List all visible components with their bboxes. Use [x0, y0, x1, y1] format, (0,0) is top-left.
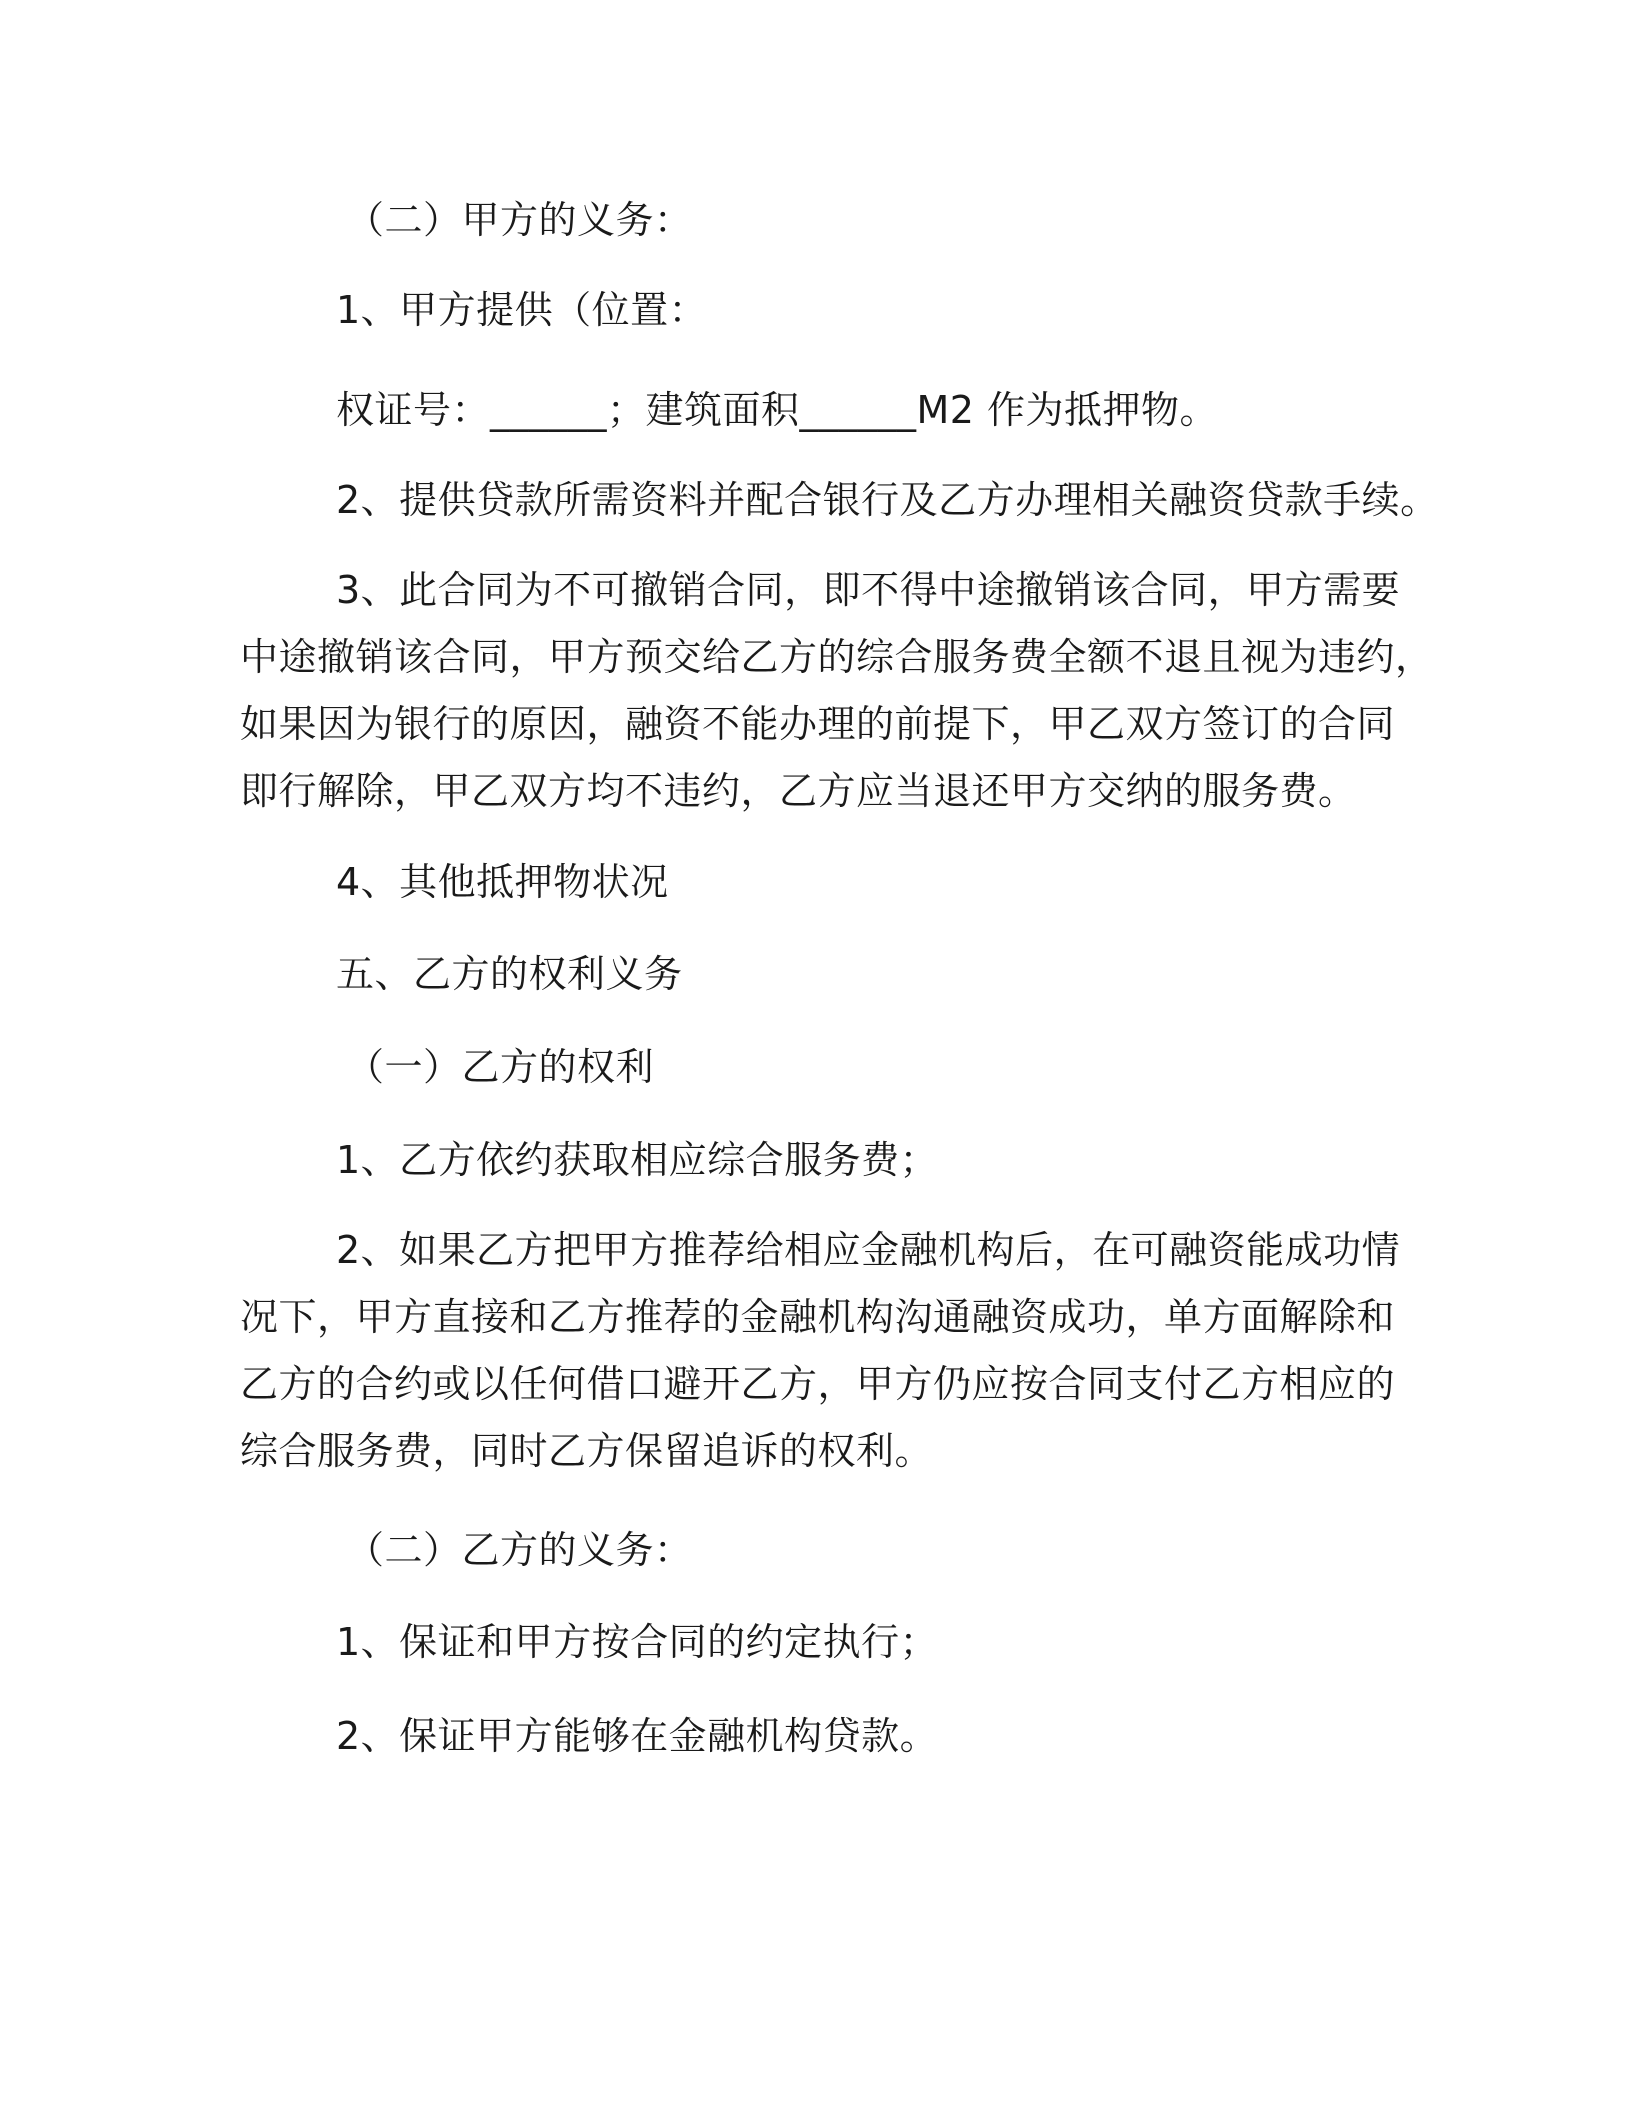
paragraph-item: 2、提供贷款所需资料并配合银行及乙方办理相关融资贷款手续。 [336, 478, 1439, 522]
section-heading: 五、乙方的权利义务 [336, 952, 683, 996]
paragraph-item: 4、其他抵押物状况 [336, 860, 669, 904]
subsection-heading-party-b-rights: （一）乙方的权利 [346, 1045, 655, 1089]
paragraph-line: 乙方的合约或以任何借口避开乙方，甲方仍应按合同支付乙方相应的 [240, 1362, 1396, 1406]
paragraph-item: 2、保证甲方能够在金融机构贷款。 [336, 1714, 939, 1758]
subsection-heading-party-a-obligations: （二）甲方的义务： [346, 198, 693, 242]
paragraph-line: 综合服务费，同时乙方保留追诉的权利。 [240, 1429, 934, 1473]
paragraph-item: 权证号：______；建筑面积______M2 作为抵押物。 [336, 388, 1219, 432]
paragraph-item: 1、保证和甲方按合同的约定执行； [336, 1620, 939, 1664]
paragraph-line: 况下，甲方直接和乙方推荐的金融机构沟通融资成功，单方面解除和 [240, 1295, 1396, 1339]
subsection-heading-party-b-obligations: （二）乙方的义务： [346, 1528, 693, 1572]
paragraph-item: 1、乙方依约获取相应综合服务费； [336, 1138, 939, 1182]
paragraph-item: 1、甲方提供（位置： [336, 288, 708, 332]
paragraph-line: 2、如果乙方把甲方推荐给相应金融机构后，在可融资能成功情 [336, 1228, 1401, 1272]
paragraph-line: 即行解除，甲乙双方均不违约，乙方应当退还甲方交纳的服务费。 [240, 769, 1357, 813]
paragraph-line: 中途撤销该合同，甲方预交给乙方的综合服务费全额不退且视为违约， [240, 635, 1434, 679]
paragraph-line: 3、此合同为不可撤销合同，即不得中途撤销该合同，甲方需要 [336, 568, 1401, 612]
paragraph-line: 如果因为银行的原因，融资不能办理的前提下，甲乙双方签订的合同 [240, 702, 1396, 746]
